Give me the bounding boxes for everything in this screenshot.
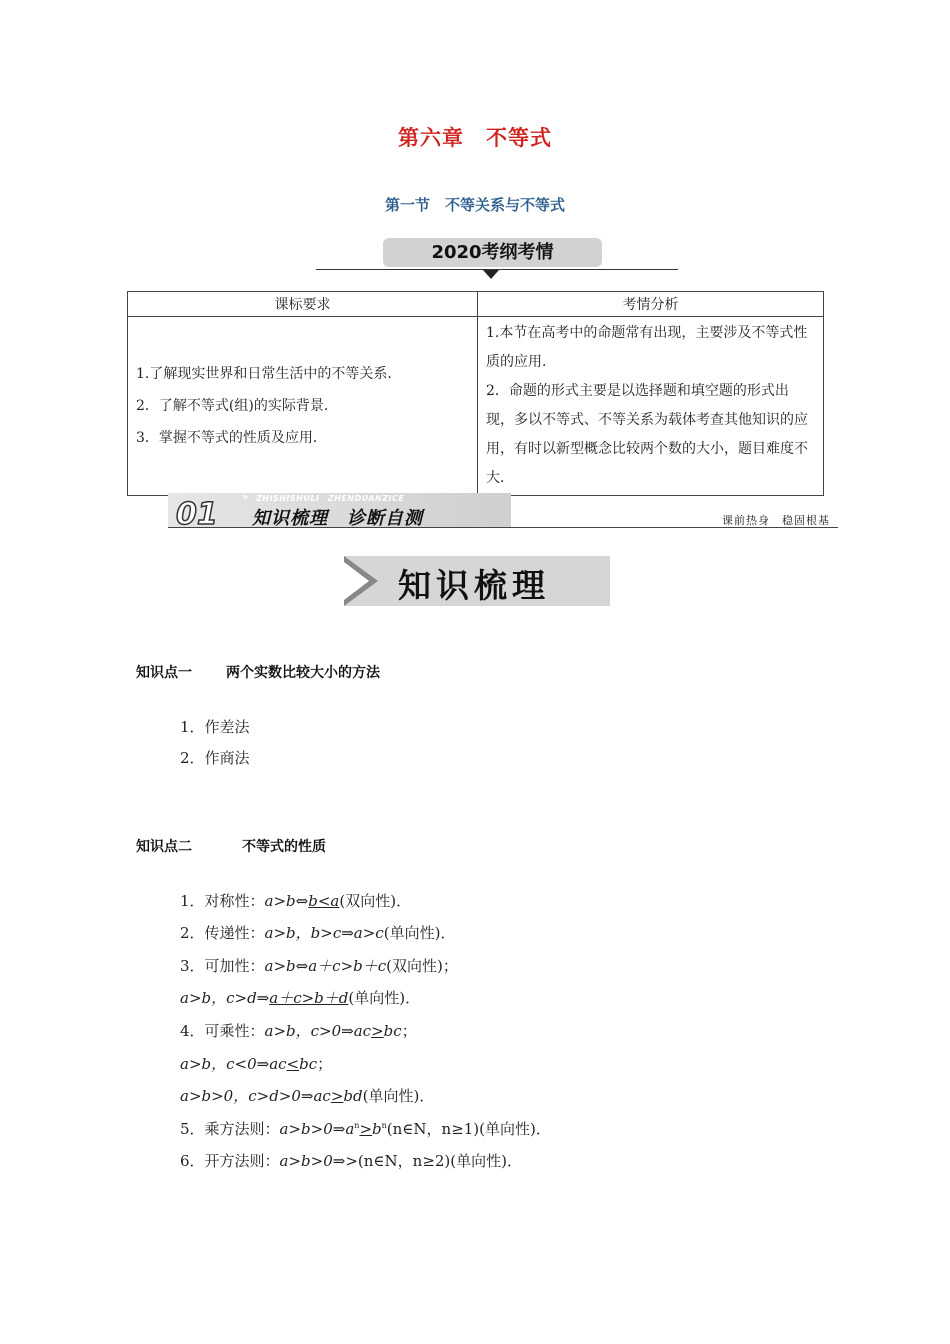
math: bc xyxy=(299,1055,318,1073)
answer-blank: b<a xyxy=(308,892,340,910)
analysis-item: 2．命题的形式主要是以选择题和填空题的形式出现，多以不等式、不等关系为载体考查其他知识的应用，有时以新型概念比较两个数的大小，题目难度不大． xyxy=(486,383,808,486)
math: a>b>0⇒a xyxy=(279,1120,355,1138)
math: a>b，c>d⇒ xyxy=(180,989,270,1007)
kp1-item: 1．作差法 xyxy=(180,718,250,736)
knowledge-banner-title: 知识梳理 xyxy=(398,566,550,605)
text: (单向性)． xyxy=(383,924,456,942)
answer-blank: a＋c>b＋d xyxy=(269,989,349,1007)
math: a>b，c<0⇒ac xyxy=(180,1055,287,1073)
kp1-heading xyxy=(136,662,380,682)
property-multiplicative xyxy=(180,1020,417,1041)
header-curriculum: 课标要求 xyxy=(128,292,478,317)
kp1-title: 两个实数比较大小的方法 xyxy=(226,665,380,681)
exponent: n xyxy=(381,1121,387,1130)
section-strip-title: 知识梳理 诊断自测 xyxy=(252,508,423,529)
banner-pointer-icon xyxy=(483,270,499,279)
answer-blank: < xyxy=(286,1055,300,1073)
exam-outline-banner: 2020考纲考情 xyxy=(383,238,602,267)
curriculum-item: 3．掌握不等式的性质及应用． xyxy=(136,430,327,446)
property-transitive xyxy=(180,922,455,943)
exponent: n xyxy=(354,1121,360,1130)
text: 4．可乘性： xyxy=(180,1022,265,1040)
property-multiplicative-2 xyxy=(180,1053,332,1074)
property-symmetry xyxy=(180,890,411,911)
property-additive xyxy=(180,955,458,976)
curriculum-item: 2．了解不等式(组)的实际背景． xyxy=(136,398,338,414)
math: a>b>0，c>d>0⇒ac xyxy=(180,1087,331,1105)
text: 6．开方法则： xyxy=(180,1152,280,1170)
text: 3．可加性： xyxy=(180,957,265,975)
property-power xyxy=(180,1118,551,1139)
math: bd xyxy=(343,1087,363,1105)
double-chevron-icon: » xyxy=(242,492,249,503)
answer-blank: > xyxy=(330,1087,344,1105)
answer-blank: > xyxy=(371,1022,384,1040)
text: 2．传递性： xyxy=(180,924,265,942)
text: ； xyxy=(401,1022,417,1040)
math: a>b，c>0⇒ac xyxy=(264,1022,372,1040)
answer-blank: > xyxy=(359,1120,373,1138)
curriculum-cell xyxy=(128,317,478,496)
analysis-cell xyxy=(478,317,824,496)
kp1-label: 知识点一 xyxy=(136,665,192,681)
kp1-item: 2．作商法 xyxy=(180,749,250,767)
math: bc xyxy=(383,1022,402,1040)
property-root xyxy=(180,1150,522,1171)
math: b xyxy=(372,1120,382,1138)
property-additive-2 xyxy=(180,987,420,1008)
math: a>b，b>c⇒a>c xyxy=(264,924,384,942)
property-multiplicative-3 xyxy=(180,1085,434,1106)
section-title: 第一节 不等关系与不等式 xyxy=(384,196,565,214)
math: a>b>0⇒> xyxy=(279,1152,358,1170)
arrow-inner-icon xyxy=(344,562,369,600)
section-pinyin: ZHISHISHULI ZHENDUANZICE xyxy=(256,494,405,503)
kp2-title: 不等式的性质 xyxy=(242,839,326,855)
text: 1．对称性： xyxy=(180,892,265,910)
requirements-table xyxy=(127,291,824,496)
text: 5．乘方法则： xyxy=(180,1120,280,1138)
text: (双向性)． xyxy=(339,892,412,910)
analysis-item: 1.本节在高考中的命题常有出现，主要涉及不等式性质的应用． xyxy=(486,325,808,370)
curriculum-item: 1.了解现实世界和日常生活中的不等关系． xyxy=(136,366,402,382)
text: (n∈N，n≥1)(单向性)． xyxy=(386,1120,551,1138)
math: a>b⇔a＋c>b＋c xyxy=(264,957,387,975)
chapter-title: 第六章 不等式 xyxy=(398,126,552,150)
header-analysis: 考情分析 xyxy=(478,292,824,317)
text: (单向性)． xyxy=(348,989,421,1007)
section-strip-subtitle: 课前热身 稳固根基 xyxy=(722,514,830,527)
math: a>b⇔ xyxy=(264,892,309,910)
text: (单向性)． xyxy=(362,1087,435,1105)
text: ； xyxy=(317,1055,333,1073)
kp2-label: 知识点二 xyxy=(136,839,192,855)
section-number: 01 xyxy=(176,497,218,532)
kp2-heading xyxy=(136,836,326,856)
text: (双向性)； xyxy=(386,957,458,975)
text: (n∈N，n≥2)(单向性)． xyxy=(357,1152,522,1170)
